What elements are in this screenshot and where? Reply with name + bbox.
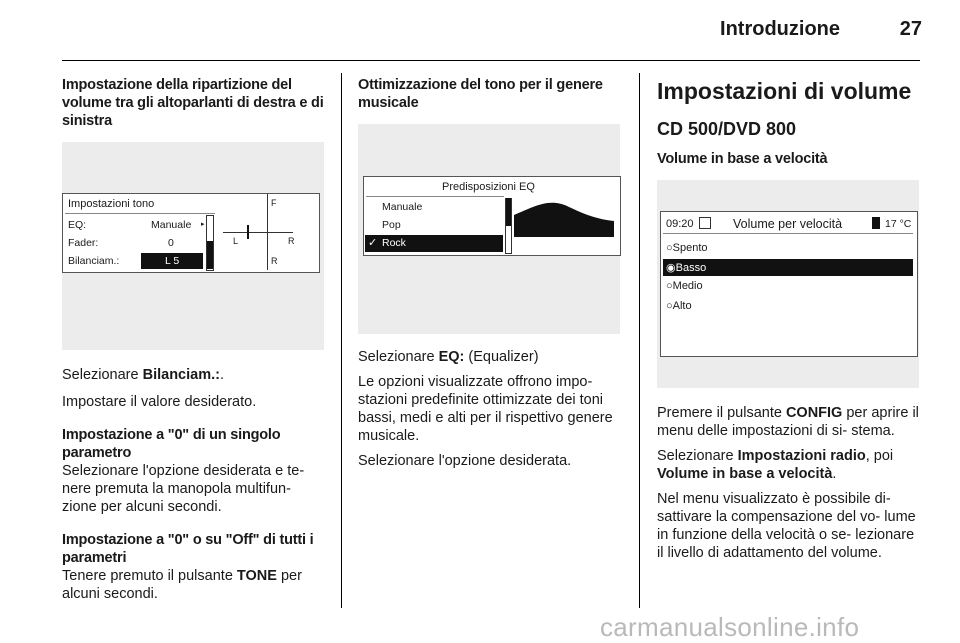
column-divider-2 <box>639 73 640 608</box>
eq-value: Manuale <box>151 219 192 231</box>
speed-volume-illustration <box>657 180 919 388</box>
balance-keyword: Bilanciam.: <box>142 367 220 383</box>
step-select-eq: Selezionare EQ: (Equalizer) <box>358 349 539 365</box>
scrollbar-thumb <box>506 198 511 226</box>
reset-all-text: Tenere premuto il pulsante TONE per alcuni secondi. <box>62 568 302 602</box>
balance-label: Bilanciam.: <box>68 255 120 267</box>
option-spento: ○Spento <box>666 242 708 254</box>
eq-curve-graphic <box>514 197 614 237</box>
eq-label: EQ: <box>68 219 87 231</box>
step-select-radio-settings: Selezionare Impostazioni radio, poi Volume in base a velocità. <box>657 448 894 482</box>
model-subtitle: CD 500/DVD 800 <box>657 119 797 139</box>
step-press-config: Premere il pulsante CONFIG per aprire il menu delle impostazioni di si- stema. <box>657 405 919 439</box>
eq-item-pop: Pop <box>382 219 401 231</box>
step-select-option: Selezionare l'opzione desiderata. <box>358 453 572 469</box>
section-heading-balance: Impostazione della ripartizione del volume tra gli altoparlanti di destra e di sinistra <box>62 77 324 129</box>
speed-volume-screen <box>660 211 918 357</box>
header-rule <box>62 60 920 61</box>
balance-position-marker <box>247 225 249 239</box>
axis-front-label: F <box>271 198 277 208</box>
fader-label: Fader: <box>68 237 99 249</box>
radio-settings-keyword: Impostazioni radio <box>737 448 866 464</box>
section-heading-eq: Ottimizzazione del tono per il genere musicale <box>358 77 603 111</box>
clock-time: 09:20 <box>666 218 694 230</box>
radio-on-icon: ◉ <box>666 262 676 274</box>
option-alto: ○Alto <box>666 300 692 312</box>
speed-icon <box>699 217 711 229</box>
config-keyword: CONFIG <box>785 405 843 421</box>
subheading-reset-single: Impostazione a "0" di un singolo parametro <box>62 427 281 461</box>
radio-off-icon: ○ <box>666 280 673 292</box>
fader-value: 0 <box>168 237 174 249</box>
balance-value: L 5 <box>165 255 180 267</box>
column-divider-1 <box>341 73 342 608</box>
column-1-body <box>62 366 324 610</box>
radio-off-icon: ○ <box>666 300 673 312</box>
tone-settings-screen <box>62 193 320 273</box>
column-2-body <box>358 348 624 477</box>
column-3-body <box>657 404 921 569</box>
page-number: 27 <box>899 18 922 40</box>
speed-volume-keyword: Volume in base a velocità <box>657 466 833 482</box>
eq-keyword: EQ: <box>438 349 465 365</box>
section-title-volume: Impostazioni di volume <box>657 78 912 104</box>
eq-item-manuale: Manuale <box>382 201 423 213</box>
column-2 <box>358 76 624 119</box>
option-medio: ○Medio <box>666 280 703 292</box>
axis-right-label: R <box>288 236 295 246</box>
temperature: 17 °C <box>885 218 912 230</box>
play-arrow-icon: ▸ <box>201 221 205 228</box>
balance-axis-horizontal <box>223 232 293 233</box>
eq-item-rock: Rock <box>382 237 406 249</box>
running-header-title: Introduzione <box>720 18 840 40</box>
step-select-balance: Selezionare Bilanciam.:. <box>62 367 224 383</box>
eq-presets-screen <box>363 176 621 256</box>
screen-title: Volume per velocità <box>733 217 843 231</box>
tone-keyword: TONE <box>236 568 277 584</box>
reset-single-text: Selezionare l'opzione desiderata e te- nere premuta la manopola multifun- zione per alcuni secondi. <box>62 463 305 515</box>
eq-presets-illustration <box>358 124 620 334</box>
screen-title: Impostazioni tono <box>68 198 155 210</box>
column-1 <box>62 76 324 137</box>
section-heading-speed-volume: Volume in base a velocità <box>657 151 828 167</box>
watermark: carmanualsonline.info <box>600 612 860 642</box>
tone-settings-illustration <box>62 142 324 350</box>
subheading-reset-all: Impostazione a "0" o su "Off" di tutti i parametri <box>62 532 314 566</box>
radio-off-icon: ○ <box>666 242 673 254</box>
screen-title: Predisposizioni EQ <box>442 181 535 193</box>
speed-volume-description: Nel menu visualizzato è possibile di- sattivare la compensazione del vo- lume in funzione della velocità o se- lezionare il livello di adattamento del volume. <box>657 491 916 561</box>
thermometer-icon <box>872 217 880 229</box>
eq-description: Le opzioni visualizzate offrono impo- stazioni predefinite ottimizzate dei toni bassi, medi e alti per il rispettivo genere musicale. <box>358 374 613 444</box>
axis-rear-label: R <box>271 256 278 266</box>
step-set-value: Impostare il valore desiderato. <box>62 394 257 410</box>
check-icon: ✓ <box>368 237 378 249</box>
scrollbar-thumb <box>207 241 213 269</box>
axis-left-label: L <box>233 236 239 246</box>
option-basso: ◉Basso <box>666 262 707 274</box>
